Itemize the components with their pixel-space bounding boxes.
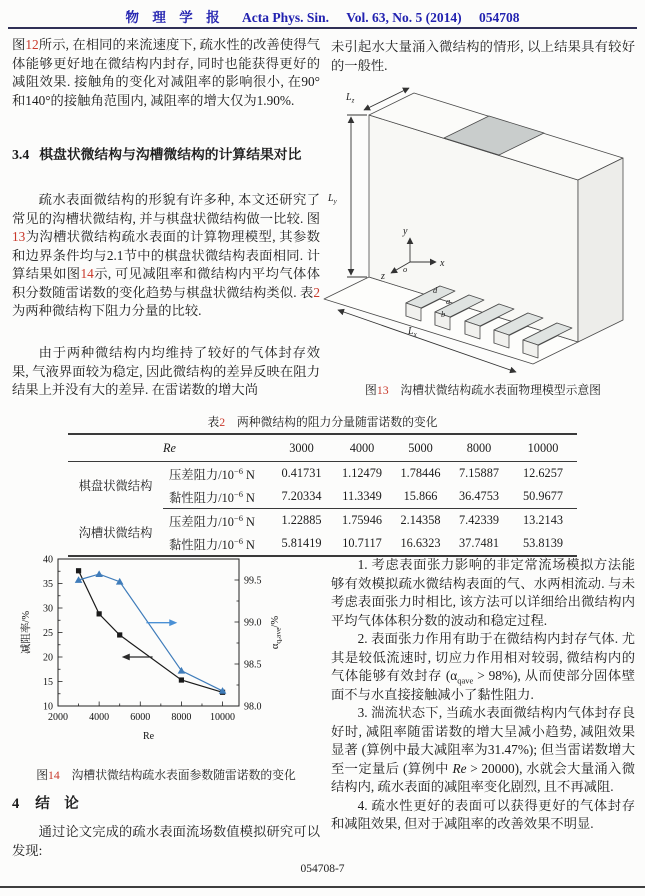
x-tick-label: 6000 bbox=[130, 712, 151, 723]
text-segment: 两种微结构的阻力分量随雷诺数的变化 bbox=[225, 415, 438, 429]
value-cell: 1.22885 bbox=[281, 513, 322, 527]
value-cell: 1.75946 bbox=[342, 513, 382, 527]
text-segment: > 98%), 从而使部分固体壁面不与水直接接触减小了黏性阻力. bbox=[331, 668, 635, 702]
table-row bbox=[68, 462, 577, 486]
conclusions-block bbox=[331, 556, 635, 834]
paragraph-drag-compare bbox=[12, 344, 320, 400]
y-right-tick-label: 99.0 bbox=[244, 617, 262, 629]
data-point-triangle bbox=[95, 570, 103, 577]
y-right-tick-label: 99.5 bbox=[244, 575, 262, 587]
text-segment: 黏性阻力/10 bbox=[169, 490, 234, 505]
text-segment: −6 bbox=[233, 488, 243, 499]
text-segment: 沟槽状微结构疏水表面物理模型示意图 bbox=[388, 383, 601, 397]
text-segment: 14 bbox=[48, 768, 60, 782]
x-tick-label: 10000 bbox=[210, 712, 236, 723]
figure13-model bbox=[320, 86, 640, 398]
data-point-square bbox=[97, 611, 102, 616]
value-cell: 2.14358 bbox=[400, 513, 441, 527]
re-header-cell: Re bbox=[68, 434, 271, 462]
text-segment: N bbox=[242, 514, 255, 529]
y-left-axis-label: 减阻率/% bbox=[21, 610, 32, 655]
section-heading-4 bbox=[12, 792, 79, 813]
value-cell: 37.7481 bbox=[459, 536, 499, 550]
table-row bbox=[68, 509, 577, 533]
text-segment: 图 bbox=[365, 383, 377, 397]
conclusion-item-4 bbox=[331, 797, 635, 834]
text-segment: 13 bbox=[376, 383, 389, 397]
y-left-tick-label: 25 bbox=[43, 628, 53, 639]
text-segment: 压差阻力/10 bbox=[169, 514, 234, 529]
label-Lz: $L_z$ bbox=[346, 92, 355, 105]
text-segment: −6 bbox=[233, 512, 243, 523]
y-left-tick-label: 35 bbox=[43, 579, 53, 590]
text-segment: 压差阻力/10 bbox=[169, 467, 234, 482]
x-tick-label: 2000 bbox=[48, 712, 68, 723]
paragraph-contact-angle bbox=[12, 36, 320, 110]
figure14-caption bbox=[12, 766, 320, 783]
text-segment: 2 bbox=[219, 415, 226, 429]
row-label-cell bbox=[163, 485, 271, 509]
table2 bbox=[68, 433, 577, 557]
text-segment: −6 bbox=[233, 465, 243, 476]
figure13-caption bbox=[331, 381, 635, 398]
value-cell: 1.78446 bbox=[400, 466, 441, 480]
value-cell: 7.15887 bbox=[459, 466, 499, 480]
col-header: 10000 bbox=[509, 434, 577, 462]
col-header: 3000 bbox=[271, 434, 332, 462]
col-header: 8000 bbox=[449, 434, 509, 462]
y-right-tick-label: 98.0 bbox=[244, 701, 262, 713]
conclusion-item-3 bbox=[331, 704, 635, 797]
text-segment: 1. 考虑表面张力影响的非定常流场模拟方法能够有效模拟疏水微结构表面的气、水两相流动. 与未考虑表面张力时相比, 该方法可以详细给出微结构内平均气体体积分数的波动和稳定过程. bbox=[331, 557, 635, 628]
model-geometry bbox=[324, 88, 623, 372]
value-cell: 13.2143 bbox=[523, 513, 563, 527]
group-name-cell: 棋盘状微结构 bbox=[78, 479, 153, 494]
page-number: 054708-7 bbox=[300, 863, 345, 875]
col-header: 4000 bbox=[332, 434, 392, 462]
value-cell: 1.12479 bbox=[342, 466, 382, 480]
label-axis-x: x bbox=[440, 258, 445, 269]
text-segment: 通过论文完成的疏水表面流场数值模拟研究可以发现: bbox=[12, 824, 320, 858]
value-cell: 16.6323 bbox=[400, 536, 441, 550]
x-tick-label: 8000 bbox=[171, 712, 192, 723]
section-number: 3.4 bbox=[12, 147, 30, 162]
text-segment: 未引起水大量涌入微结构的情形, 以上结果具有较好的一般性. bbox=[331, 39, 635, 73]
text-segment: 图 bbox=[12, 37, 26, 52]
label-axis-z: z bbox=[381, 271, 385, 282]
text-segment: −6 bbox=[233, 535, 243, 546]
text-segment: 3. 湍流状态下, 当疏水表面微结构内气体封存良好时, 减阻率随雷诺数的增大呈减小趋势, 减阻效果显著 (算例中最大减阻率为31.47%); 但当雷诺数增大至一定量后 (算例中 bbox=[331, 705, 635, 776]
text-segment: 图 bbox=[36, 768, 49, 782]
article-number: 054708 bbox=[478, 10, 520, 25]
col-header: 5000 bbox=[392, 434, 449, 462]
text-segment: 4. 疏水性更好的表面可以获得更好的气体封存和减阻效果, 但对于减阻率的改善效果不明显. bbox=[331, 797, 635, 831]
page-header bbox=[0, 6, 645, 26]
text-segment: 黏性阻力/10 bbox=[169, 537, 234, 552]
y-right-tick-label: 98.5 bbox=[244, 659, 262, 671]
value-cell: 15.866 bbox=[392, 485, 449, 509]
conclusion-item-1 bbox=[331, 556, 635, 630]
text-segment: > 20000), 水就会大量涌入微结构内, 疏水表面的减阻率变化剧烈, 且不再减阻. bbox=[331, 760, 636, 794]
value-cell: 12.6257 bbox=[523, 466, 563, 480]
label-b: b bbox=[441, 309, 446, 319]
text-segment: 为沟槽状微结构疏水表面的计算物理模型, 其参数和边界条件均与2.1节中的棋盘状微结构表面相同. 计算结果如图 bbox=[12, 229, 320, 281]
series-line-1 bbox=[79, 574, 223, 691]
text-segment: 表 bbox=[207, 415, 220, 429]
text-segment: 沟槽状微结构疏水表面参数随雷诺数的变化 bbox=[59, 768, 296, 782]
value-cell: 7.20334 bbox=[271, 485, 332, 509]
series-line-0 bbox=[79, 571, 223, 693]
group-name-cell: 沟槽状微结构 bbox=[78, 525, 153, 540]
value-cell: 53.8139 bbox=[523, 536, 563, 550]
label-Ly: $L_y$ bbox=[328, 193, 337, 206]
text-segment: 2. 表面张力作用有助于在微结构内封存气体. 尤其是较低流速时, 切应力作用相对较弱, 微结构内的气体能够有效封存 (α bbox=[331, 631, 635, 683]
journal-title-cn: 物 理 学 报 bbox=[125, 10, 225, 25]
data-point-square bbox=[117, 632, 122, 637]
plot-frame bbox=[58, 559, 239, 706]
row-label-cell bbox=[163, 509, 271, 533]
text-segment: 12 bbox=[25, 37, 39, 52]
label-axis-o: o bbox=[403, 264, 408, 274]
text-segment: 14 bbox=[80, 266, 94, 281]
paragraph-groove-model bbox=[12, 191, 320, 321]
text-segment: 所示, 在相同的来流速度下, 疏水性的改善使得气体能够更好地在微结构内封存, 同时也能获得更好的减阻效果. 接触角的变化对减阻率的影响很小, 在90°和140°的接触角范围内, 减阻率的增大仅为1.90%. bbox=[12, 37, 321, 108]
section-number: 4 bbox=[12, 796, 20, 812]
data-point-square bbox=[179, 677, 184, 682]
data-point-triangle bbox=[219, 687, 227, 694]
text-segment: 13 bbox=[12, 229, 26, 244]
text-segment: 为两种微结构下阻力分量的比较. bbox=[12, 303, 202, 318]
text-segment: N bbox=[242, 467, 255, 482]
y-right-axis-label: $\alpha_{q,ave}/\%$ bbox=[270, 615, 283, 650]
table-header-row bbox=[68, 434, 577, 462]
value-cell: 7.42339 bbox=[459, 513, 499, 527]
text-segment: 2 bbox=[313, 284, 320, 300]
volume-info: Vol. 63, No. 5 (2014) bbox=[346, 10, 462, 25]
value-cell: 5.81419 bbox=[281, 536, 322, 550]
text-segment: N bbox=[242, 537, 255, 552]
conclusion-item-2 bbox=[331, 630, 635, 704]
annotation-arrow-head bbox=[122, 654, 130, 661]
value-cell: 50.9677 bbox=[509, 485, 577, 509]
value-cell: 10.7117 bbox=[342, 536, 382, 550]
text-segment: 疏水表面微结构的形貌有许多种, 本文还研究了常见的沟槽状微结构, 并与棋盘状微结构做一比较. 图 bbox=[12, 192, 320, 226]
x-axis-label: Re bbox=[142, 731, 155, 742]
value-cell: 0.41731 bbox=[281, 466, 322, 480]
section-title: 结 论 bbox=[35, 796, 79, 812]
value-cell: 11.3349 bbox=[332, 485, 392, 509]
label-Lx: $L_x$ bbox=[408, 326, 417, 339]
table2-title bbox=[0, 413, 645, 430]
y-left-tick-label: 30 bbox=[43, 603, 53, 615]
value-cell: 36.4753 bbox=[449, 485, 509, 509]
page-bottom-rule bbox=[0, 886, 645, 888]
paragraph-conclusion-intro bbox=[12, 823, 320, 860]
figure14-chart bbox=[16, 553, 316, 753]
x-tick-label: 4000 bbox=[89, 712, 110, 723]
annotation-arrow-head bbox=[169, 619, 177, 626]
paragraph-generality bbox=[331, 38, 635, 75]
row-label-cell bbox=[163, 462, 271, 486]
header-rule bbox=[8, 27, 637, 29]
text-segment: qave bbox=[457, 675, 474, 686]
right-face bbox=[578, 158, 623, 342]
y-left-tick-label: 10 bbox=[43, 701, 53, 713]
section-heading-3-4 bbox=[12, 145, 354, 165]
text-segment: 示, 可见减阻率和微结构内平均气体体积分数随雷诺数的变化趋势与棋盘状微结构类似. 表 bbox=[12, 266, 321, 300]
journal-title-en: Acta Phys. Sin. bbox=[242, 10, 330, 25]
label-d: d bbox=[433, 285, 438, 295]
label-axis-y: y bbox=[403, 226, 408, 237]
section-title: 棋盘状微结构与沟槽微结构的计算结果对比 bbox=[39, 147, 302, 162]
text-segment: N bbox=[242, 490, 255, 505]
label-a: a bbox=[446, 296, 451, 306]
y-left-tick-label: 15 bbox=[43, 677, 53, 688]
text-segment: Re bbox=[452, 760, 467, 776]
y-left-tick-label: 20 bbox=[43, 652, 53, 664]
data-point-square bbox=[76, 568, 81, 573]
text-segment: 由于两种微结构内均维持了较好的气体封存效果, 气液界面较为稳定, 因此微结构的差异反映在阻力结果上并没有大的差异. 在雷诺数的增大尚 bbox=[12, 345, 320, 397]
y-left-tick-label: 40 bbox=[43, 554, 53, 566]
